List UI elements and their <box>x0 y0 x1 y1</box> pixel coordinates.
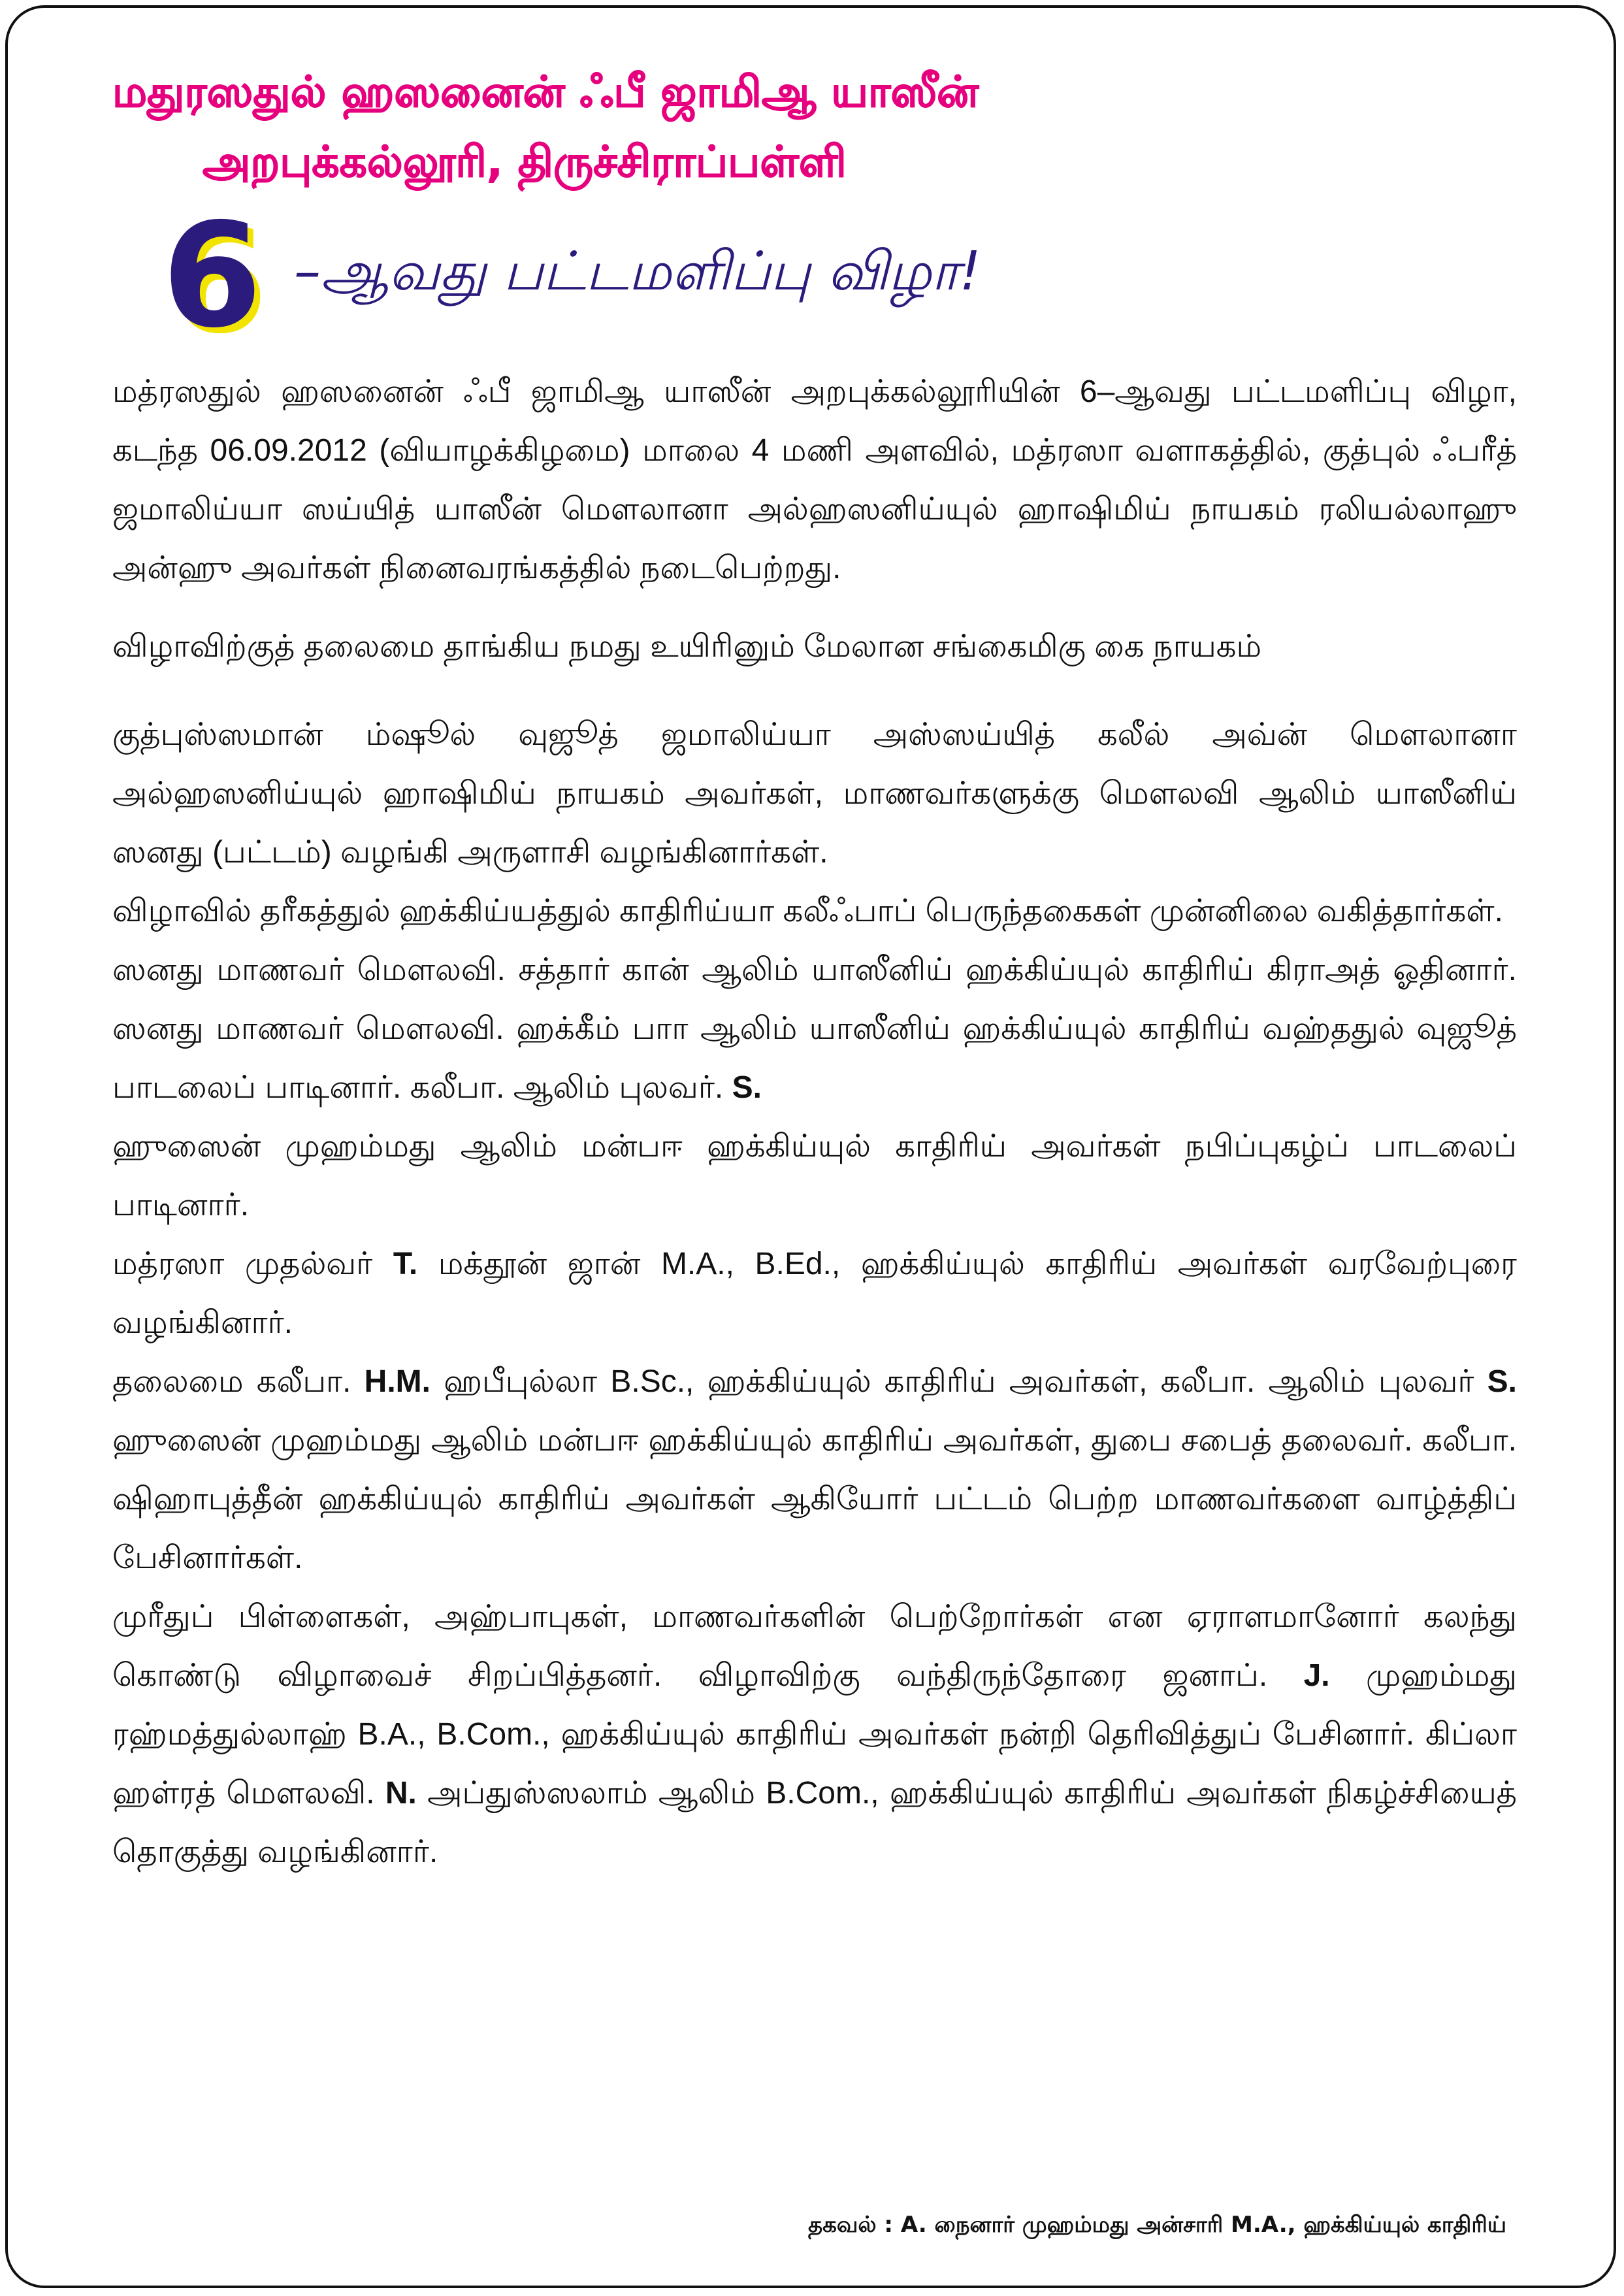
credit-line: தகவல் : A. நைனார் முஹம்மது அன்சாரி M.A., ஹக்கிய்யுல் காதிரிய் <box>807 2212 1506 2238</box>
initial: N. <box>385 1776 417 1811</box>
initial: S. <box>732 1070 762 1105</box>
text-span: ஹபீபுல்லா B.Sc., ஹக்கிய்யுல் காதிரிய் அவர்கள், கலீபா. ஆலிம் புலவர் <box>444 1364 1474 1399</box>
initial: S. <box>1487 1364 1517 1399</box>
initial: H.M. <box>364 1364 430 1399</box>
paragraph-welcome <box>112 1235 1517 1353</box>
initial: J. <box>1303 1658 1330 1693</box>
paragraph-intro: மத்ரஸதுல் ஹஸனைன் ஃபீ ஜாமிஆ யாஸீன் அறபுக்கல்லூரியின் 6–ஆவது பட்டமளிப்பு விழா, கடந்த 06.09.2012 (வியாழக்கிழமை) மாலை 4 மணி அளவில், மத்ரஸா வளாகத்தில், குத்புல் ஃபரீத் ஜமாலிய்யா ஸய்யித் யாஸீன் மௌலானா அல்ஹஸனிய்யுல் ஹாஷிமிய் நாயகம் ரலியல்லாஹு அன்ஹு அவர்கள் நினைவரங்கத்தில் நடைபெற்றது. <box>112 374 1517 585</box>
header-institution-location: அறபுக்கல்லூரி, திருச்சிராப்பள்ளி <box>203 137 847 187</box>
paragraph-recitation <box>112 941 1517 1235</box>
text-span: மத்ரஸா முதல்வர் <box>112 1247 373 1281</box>
paragraph-presided: விழாவிற்குத் தலைமை தாங்கிய நமது உயிரினும் மேலான சங்கைமிகு கை நாயகம் <box>112 629 1262 664</box>
text-span: அப்துஸ்ஸலாம் ஆலிம் B.Com., ஹக்கிய்யுல் காதிரிய் அவர்கள் நிகழ்ச்சியைத் தொகுத்து வழங்கினார். <box>112 1776 1517 1869</box>
event-title: –ஆவது பட்டமளிப்பு விழா! <box>294 240 981 303</box>
paragraph-recitation-tail: ஹுஸைன் முஹம்மது ஆலிம் மன்பஈ ஹக்கிய்யுல் காதிரிய் அவர்கள் நபிப்புகழ்ப் பாடலைப் பாடினார். <box>112 1129 1517 1222</box>
text-span: மக்தூன் ஜான் M.A., B.Ed., ஹக்கிய்யுல் காதிரிய் அவர்கள் வரவேற்புரை வழங்கினார். <box>112 1247 1517 1340</box>
text-span: முரீதுப் பிள்ளைகள், அஹ்பாபுகள், மாணவர்களின் பெற்றோர்கள் என ஏராளமானோர் கலந்து கொண்டு விழாவைச் சிறப்பித்தனர். விழாவிற்கு வந்திருந்தோரை ஜனாப். <box>112 1599 1517 1693</box>
paragraph-closing <box>112 1588 1517 1882</box>
article-body <box>112 363 1517 1882</box>
text-span: தலைமை கலீபா. <box>112 1364 351 1399</box>
edition-number: 6 <box>162 192 263 359</box>
text-span: ஹுஸைன் முஹம்மது ஆலிம் மன்பஈ ஹக்கிய்யுல் காதிரிய் அவர்கள், துபை சபைத் தலைவர். கலீபா. ஷிஹாபுத்தீன் ஹக்கிய்யுல் காதிரிய் அவர்கள் ஆகியோர் பட்டம் பெற்ற மாணவர்களை வாழ்த்திப் பேசினார்கள். <box>112 1423 1517 1575</box>
initial: T. <box>393 1247 418 1281</box>
paragraph-recitation-text: ஸனது மாணவர் மௌலவி. சத்தார் கான் ஆலிம் யாஸீனிய் ஹக்கிய்யுல் காதிரிய் கிராஅத் ஓதினார். ஸனது மாணவர் மௌலவி. ஹக்கீம் பாா ஆலிம் யாஸீனிய் ஹக்கிய்யுல் காதிரிய் வஹ்ததுல் வுஜூத் பாடலைப் பாடினார். கலீபா. ஆலிம் புலவர். <box>112 953 1517 1105</box>
paragraph-felicitation <box>112 1353 1517 1588</box>
paragraph-sanad: குத்புஸ்ஸமான் ம்ஷூல் வுஜூத் ஜமாலிய்யா அஸ்ஸய்யித் கலீல் அவ்ன் மௌலானா அல்ஹஸனிய்யுல் ஹாஷிமிய் நாயகம் அவர்கள், மாணவர்களுக்கு மௌலவி ஆலிம் யாஸீனிய் ஸனது (பட்டம்) வழங்கி அருளாசி வழங்கினார்கள். <box>112 717 1517 870</box>
paragraph-presence: விழாவில் தரீகத்துல் ஹக்கிய்யத்துல் காதிரிய்யா கலீஃபாப் பெருந்தகைகள் முன்னிலை வகித்தார்கள். <box>112 894 1503 928</box>
header-institution-name: மதுரஸதுல் ஹஸனைன் ஃபீ ஜாமிஆ யாஸீன் <box>112 67 979 117</box>
text-span: முஹம்மது ரஹ்மத்துல்லாஹ் B.A., B.Com., ஹக்கிய்யுல் காதிரிய் அவர்கள் நன்றி தெரிவித்துப் பேசினார். கிப்லா ஹள்ரத் மௌலவி. <box>112 1658 1517 1811</box>
